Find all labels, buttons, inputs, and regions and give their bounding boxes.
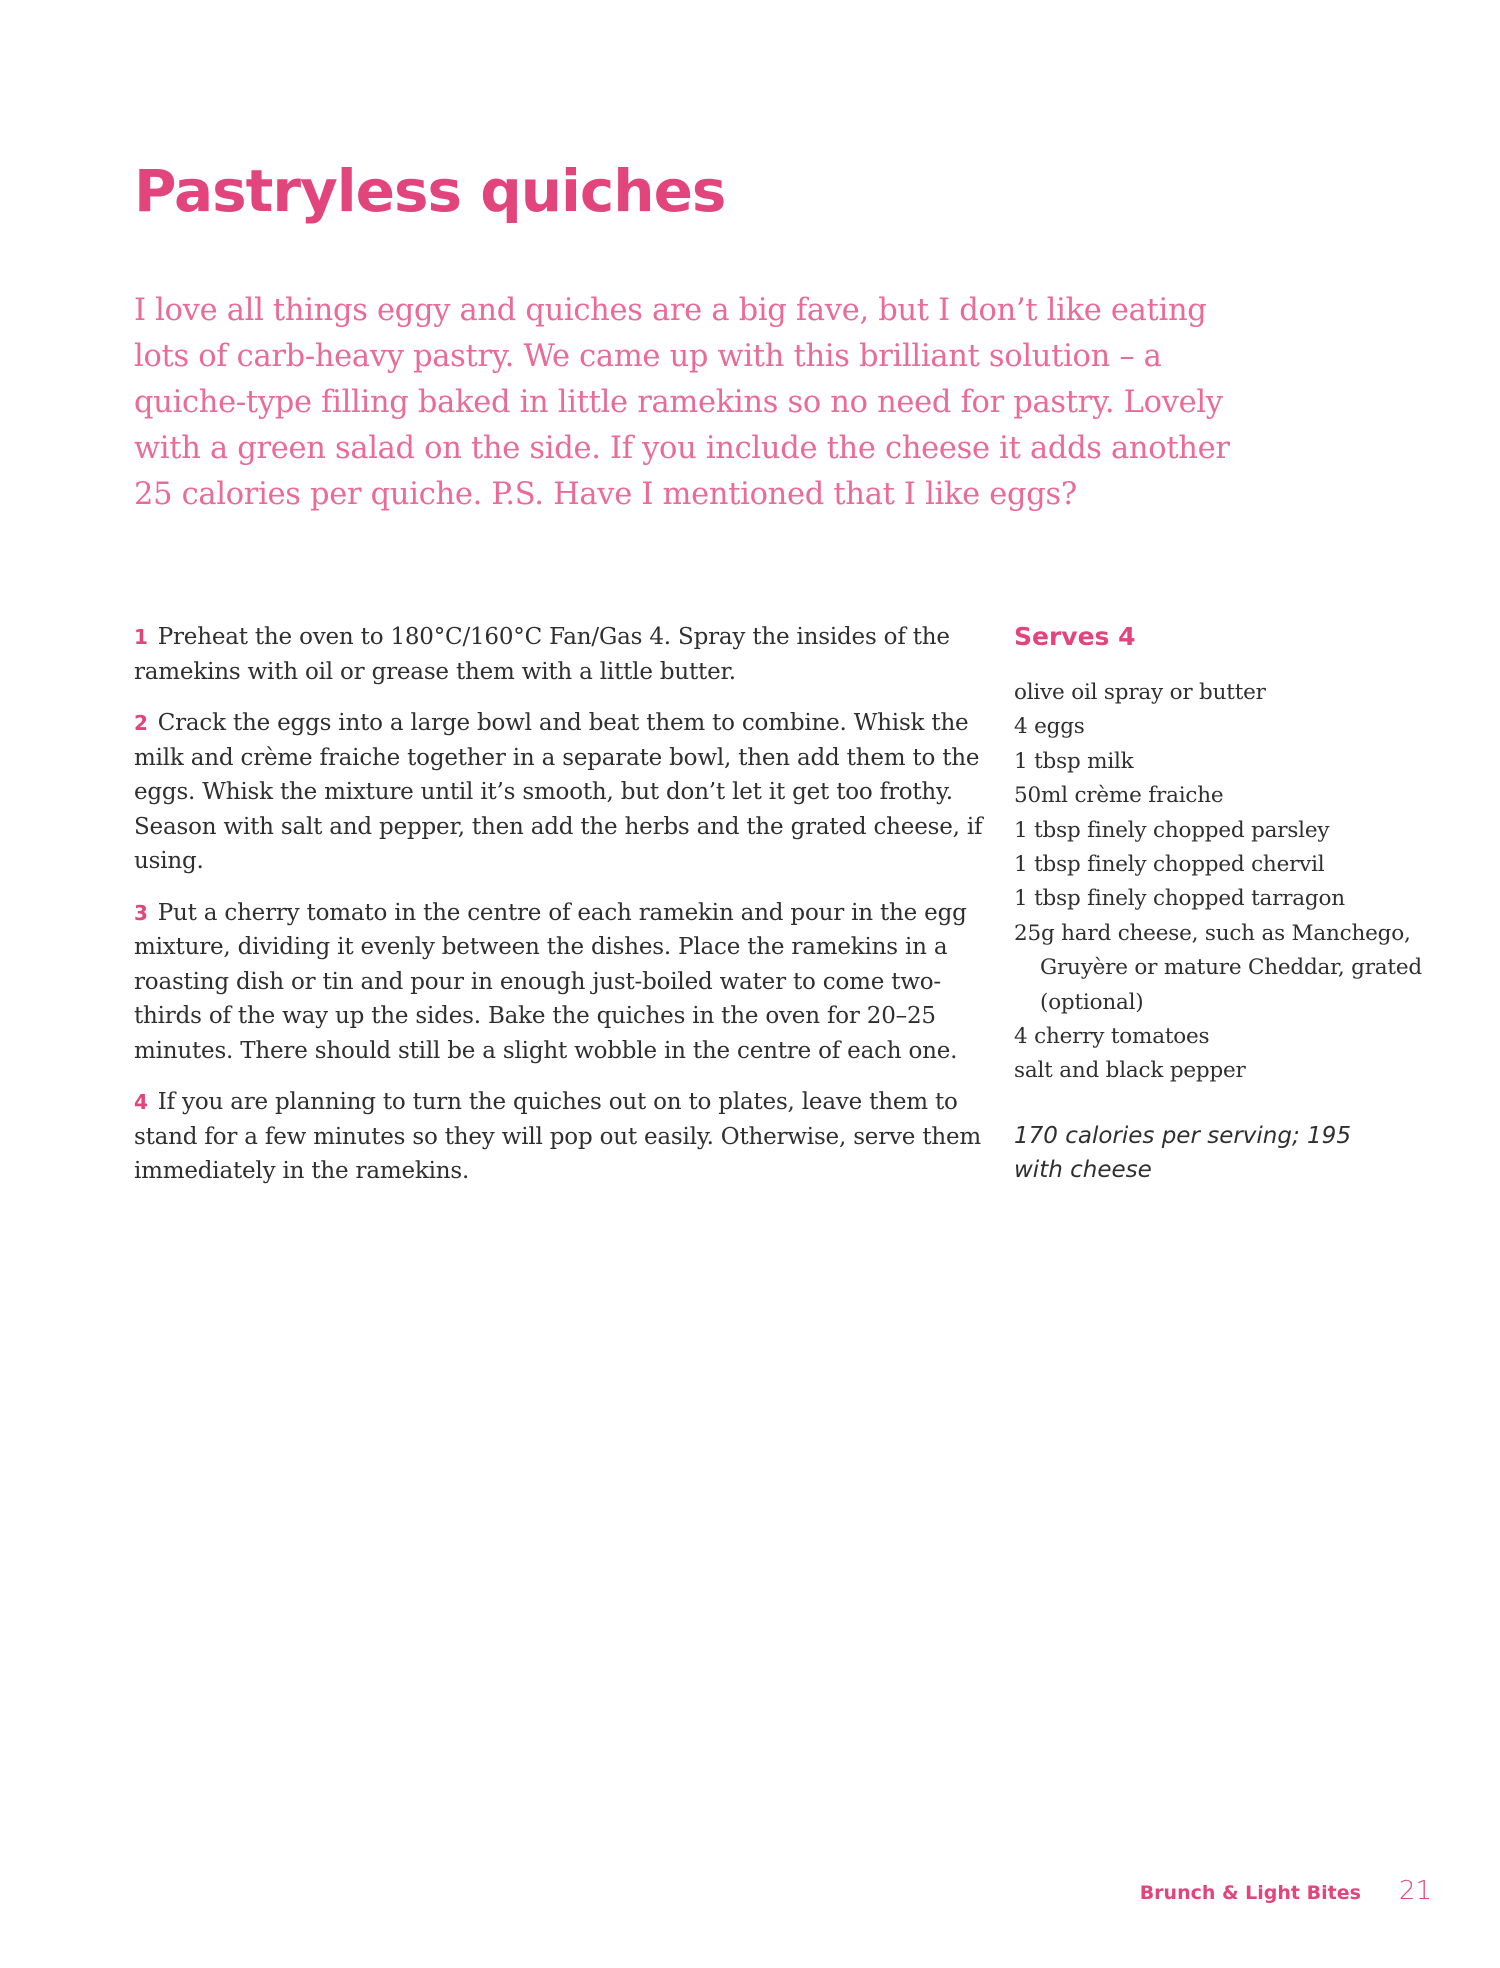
method-step <box>134 896 984 1069</box>
ingredient-item: 1 tbsp milk <box>1014 748 1134 774</box>
page-number: 21 <box>1398 1876 1432 1906</box>
step-text: Preheat the oven to 180°C/160°C Fan/Gas 4. Spray the insides of the ramekins with oil or grease them with a little butter. <box>134 624 950 685</box>
ingredient-item: 4 eggs <box>1014 714 1085 740</box>
step-number: 3 <box>134 900 148 925</box>
step-number: 4 <box>134 1090 148 1114</box>
page-footer <box>1140 1876 1432 1906</box>
ingredient-item: 50ml crème fraiche <box>1014 783 1224 809</box>
step-text: Put a cherry tomato in the centre of each ramekin and pour in the egg mixture, dividing it evenly between the dishes. Place the ramekins in a roasting dish or tin and pour in enough just-boiled water to come two-thirds of the way up the sides. Bake the quiches in the oven for 20–25 minutes. There should still be a slight wobble in the centre of each one. <box>134 899 967 1064</box>
recipe-intro: I love all things eggy and quiches are a big fave, but I don’t like eating lots of carb-heavy pastry. We came up with this brilliant solution – a quiche-type filling baked in little ramekins so no need for pastry. Lovely with a green salad on the side. If you include the cheese it adds another 25 calories per quiche. P.S. Have I mentioned that I like eggs? <box>134 293 1230 512</box>
step-text: If you are planning to turn the quiches out on to plates, leave them to stand for a few minutes so they will pop out easily. Otherwise, serve them immediately in the ramekins. <box>134 1089 981 1184</box>
ingredient-item: salt and black pepper <box>1014 1058 1246 1084</box>
step-number: 2 <box>134 711 148 735</box>
step-number: 1 <box>134 625 148 649</box>
ingredient-item: 25g hard cheese, such as Manchego, Gruyère or mature Cheddar, grated (optional) <box>1014 920 1422 1015</box>
method-step <box>134 620 984 689</box>
calorie-note: 170 calories per serving; 195 with cheese <box>1014 1122 1351 1183</box>
serves-heading: Serves 4 <box>1014 622 1136 651</box>
ingredient-item: 1 tbsp finely chopped chervil <box>1014 852 1325 878</box>
method-step <box>134 1085 984 1189</box>
method-step <box>134 706 984 879</box>
ingredients-panel <box>1014 620 1454 1187</box>
ingredient-item: olive oil spray or butter <box>1014 680 1266 705</box>
ingredient-list <box>1014 676 1454 1089</box>
section-label: Brunch & Light Bites <box>1139 1882 1361 1904</box>
ingredient-item: 1 tbsp finely chopped tarragon <box>1014 886 1345 912</box>
ingredient-item: 1 tbsp finely chopped parsley <box>1014 817 1330 843</box>
method-steps <box>134 620 984 1206</box>
ingredient-item: 4 cherry tomatoes <box>1014 1024 1210 1050</box>
recipe-title: Pastryless quiches <box>134 157 726 225</box>
step-text: Crack the eggs into a large bowl and beat them to combine. Whisk the milk and crème fraiche together in a separate bowl, then add them to the eggs. Whisk the mixture until it’s smooth, but don’t let it get too frothy. Season with salt and pepper, then add the herbs and the grated cheese, if using. <box>134 710 983 874</box>
